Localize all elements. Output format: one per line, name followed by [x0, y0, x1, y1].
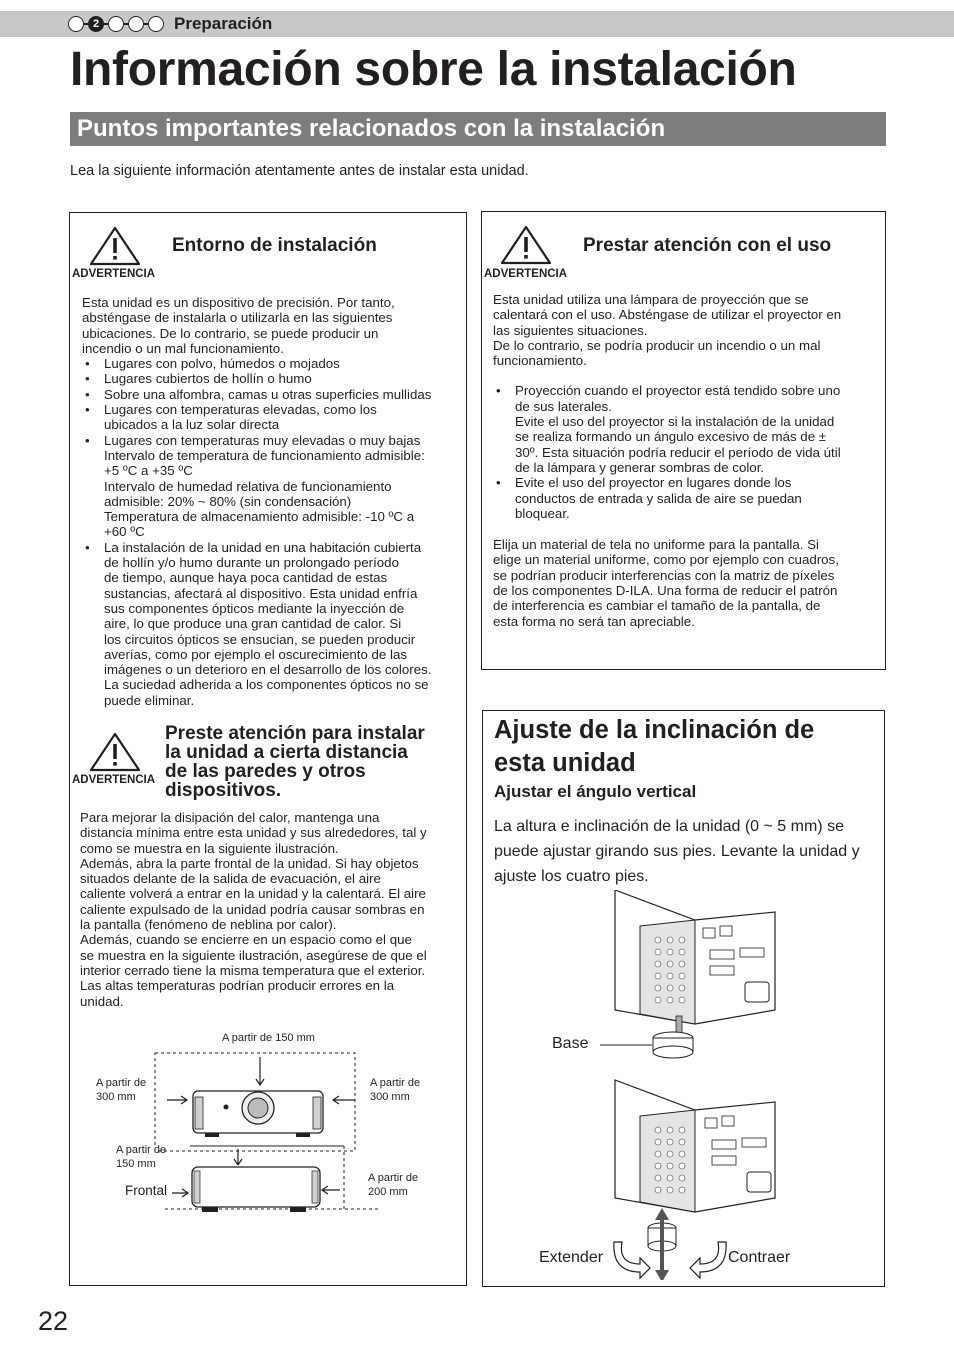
label-left-clearance: A partir de 300 mm: [96, 1077, 147, 1103]
step-circle: [68, 16, 84, 32]
label-above-clearance: A partir de 150 mm: [116, 1144, 167, 1170]
warning-icon: [89, 226, 141, 266]
warning-label: ADVERTENCIA: [72, 774, 156, 786]
intro-text: Lea la siguiente información atentamente antes de instalar esta unidad.: [70, 163, 529, 179]
warning-icon: [89, 732, 141, 772]
usage-body: [493, 292, 881, 629]
warning-label: ADVERTENCIA: [484, 268, 568, 280]
list-item: • Sobre una alfombra, camas u otras superficies mullidas: [82, 387, 462, 402]
environment-text: Esta unidad es un dispositivo de precisión. Por tanto, absténgase de instalarla o utilizarla en las siguientes ubicaciones. De lo contrario, se puede producir un incendio o un mal funcionamiento.: [82, 295, 395, 356]
chapter-label: Preparación: [174, 14, 273, 33]
distance-text: Para mejorar la disipación del calor, mantenga una distancia mínima entre esta unidad y sus alrededores, tal y como se muestra en la siguiente ilustración. Además, abra la parte frontal de la unidad. Si hay objetos situados delante de la salida de evacuación, el aire caliente volverá a entrar en la unidad y la calentará. El aire caliente expulsado de la unidad podría causar sombras en la pantalla (fenómeno de neblina por calor). Además, cuando se encierre en un espacio como el que se muestra en la siguiente ilustración, asegúrese de que el interior cerrado tiene la misma temperatura que el exterior. Las altas temperaturas podrían producir errores en la unidad.: [80, 810, 427, 1009]
list-item: • Evite el uso del proyector en lugares donde los conductos de entrada y salida de aire se puedan bloquear.: [493, 475, 881, 521]
step-circle: [148, 16, 164, 32]
usage-text-2: Elija un material de tela no uniforme para la pantalla. Si elige un material uniforme, como por ejemplo con cuadros, se podrían producir interferencias con la matriz de píxeles de los componentes D-ILA. Una forma de reducir el patrón de interferencia es cambiar el tamaño de la pantalla, de esta forma no será tan apreciable.: [493, 537, 839, 629]
step-circle: [128, 16, 144, 32]
distance-title: Preste atención para instalar la unidad a cierta distancia de las paredes y otros dispositivos.: [165, 723, 425, 801]
section-title: Puntos importantes relacionados con la instalación: [77, 115, 666, 142]
label-right-clearance: A partir de 300 mm: [370, 1077, 421, 1103]
usage-text: Esta unidad utiliza una lámpara de proyección que se calentará con el uso. Absténgase de utilizar el proyector en las siguientes situaciones. De lo contrario, se podría producir un incendio o un mal funcionamiento.: [493, 292, 842, 369]
environment-title: Entorno de instalación: [172, 235, 377, 256]
page-title: Información sobre la instalación: [70, 43, 797, 96]
list-item: • Lugares con polvo, húmedos o mojados: [82, 356, 462, 371]
list-item: • Lugares con temperaturas elevadas, como los ubicados a la luz solar directa: [82, 402, 462, 433]
page-number: 22: [38, 1306, 69, 1336]
list-item: • Proyección cuando el proyector está tendido sobre uno de sus laterales. Evite el uso del proyector si la instalación de la unidad se realiza formando un ángulo excesivo de más de ± 30º. Esta situación podría reducir el período de vida útil de la lámpara y generar sombras de color.: [493, 383, 881, 475]
step-circle-active: 2: [88, 16, 104, 32]
environment-body: [82, 295, 462, 708]
label-side-clearance: A partir de 200 mm: [368, 1172, 419, 1198]
adjust-subtitle: Ajustar el ángulo vertical: [494, 782, 697, 801]
warning-icon: [500, 225, 552, 265]
list-item: • La instalación de la unidad en una habitación cubierta de hollín y/o humo durante un prolongado período de tiempo, aunque haya poca cantidad de estas sustancias, afectará al dispositivo. Esta unidad enfría sus componentes ópticos mediante la inyección de aire, lo que produce una gran cantidad de calor. Si los circuitos ópticos se ensucian, se pueden producir averías, como por ejemplo el oscurecimiento de las imágenes o un deterioro en el desarrollo de los colores. La suciedad adherida a los componentes ópticos no se puede eliminar.: [82, 540, 462, 708]
list-item: • Lugares con temperaturas muy elevadas o muy bajas Intervalo de temperatura de funcionamiento admisible: +5 ºC a +35 ºC Intervalo de humedad relativa de funcionamiento admisible: 20% ~ 80% (sin condensación) Temperatura de almacenamiento admisible: -10 ºC a +60 ºC: [82, 433, 462, 540]
label-contract: Contraer: [728, 1249, 791, 1266]
clearance-diagram: [150, 1045, 380, 1245]
usage-list: [493, 383, 881, 521]
label-top-clearance: A partir de 150 mm: [222, 1032, 315, 1044]
adjust-title: Ajuste de la inclinación de esta unidad: [494, 716, 815, 777]
list-item: • Lugares cubiertos de hollín o humo: [82, 371, 462, 386]
foot-adjust-illustration: [600, 890, 790, 1280]
warning-label: ADVERTENCIA: [72, 268, 156, 280]
environment-list: [82, 356, 462, 708]
usage-title: Prestar atención con el uso: [583, 235, 832, 256]
label-base: Base: [552, 1035, 589, 1052]
label-front: Frontal: [125, 1183, 168, 1198]
label-extend: Extender: [539, 1249, 604, 1266]
adjust-text: La altura e inclinación de la unidad (0 ~ 5 mm) se puede ajustar girando sus pies. Levante la unidad y ajuste los cuatro pies.: [494, 818, 860, 885]
step-circle: [108, 16, 124, 32]
chapter-indicator: [68, 14, 272, 34]
